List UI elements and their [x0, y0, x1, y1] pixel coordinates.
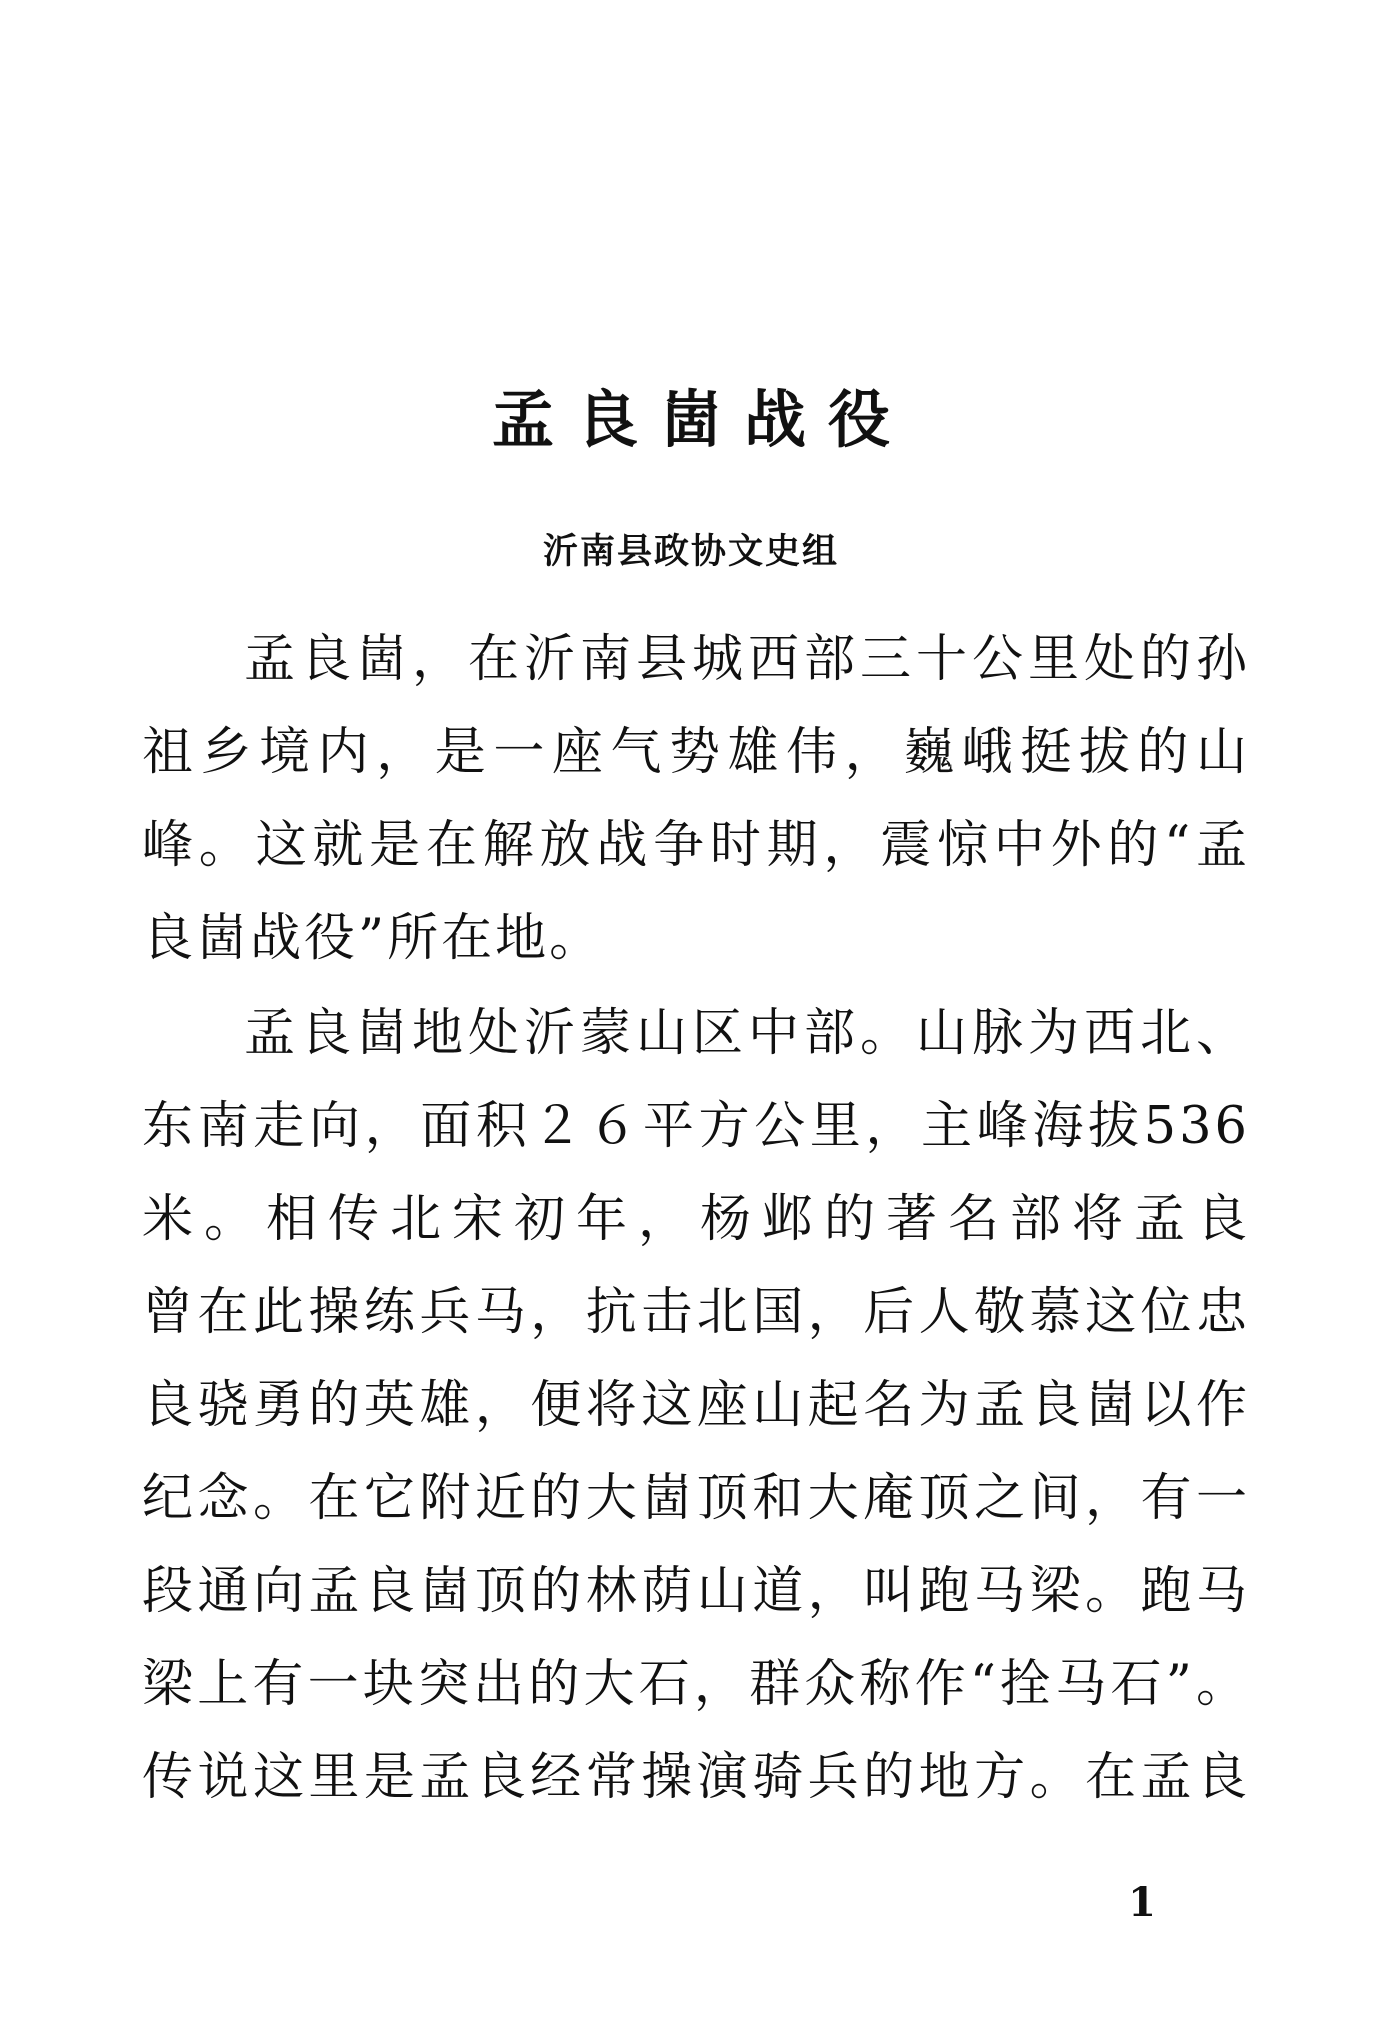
paragraph-2-line-5: 良骁勇的英雄，便将这座山起名为孟良崮以作 [142, 1376, 1250, 1435]
paragraph-2-line-8: 梁上有一块突出的大石，群众称作“拴马石”。 [142, 1655, 1250, 1714]
paragraph-2-line-1: 孟良崮地处沂蒙山区中部。山脉为西北、 [244, 1004, 1250, 1063]
paragraph-1-line-4: 良崮战役”所在地。 [142, 909, 604, 968]
paragraph-2-line-7: 段通向孟良崮顶的林荫山道，叫跑马梁。跑马 [142, 1562, 1250, 1621]
paragraph-1-line-1: 孟良崮，在沂南县城西部三十公里处的孙 [244, 630, 1250, 689]
paragraph-2-line-9: 传说这里是孟良经常操演骑兵的地方。在孟良 [142, 1748, 1250, 1807]
paragraph-2-line-4: 曾在此操练兵马，抗击北国，后人敬慕这位忠 [142, 1283, 1250, 1342]
page-number: 1 [1128, 1879, 1156, 1926]
paragraph-2-line-3: 米。相传北宋初年，杨邺的著名部将孟良 [142, 1190, 1250, 1249]
article-title: 孟良崮战役 [491, 383, 912, 456]
article-author: 沂南县政协文史组 [542, 532, 839, 572]
paragraph-2-line-2: 东南走向，面积２６平方公里，主峰海拔536 [142, 1097, 1250, 1156]
paragraph-2-line-6: 纪念。在它附近的大崮顶和大庵顶之间，有一 [142, 1469, 1250, 1528]
paragraph-1-line-2: 祖乡境内，是一座气势雄伟，巍峨挺拔的山 [142, 723, 1250, 782]
paragraph-1-line-3: 峰。这就是在解放战争时期，震惊中外的“孟 [142, 816, 1250, 875]
